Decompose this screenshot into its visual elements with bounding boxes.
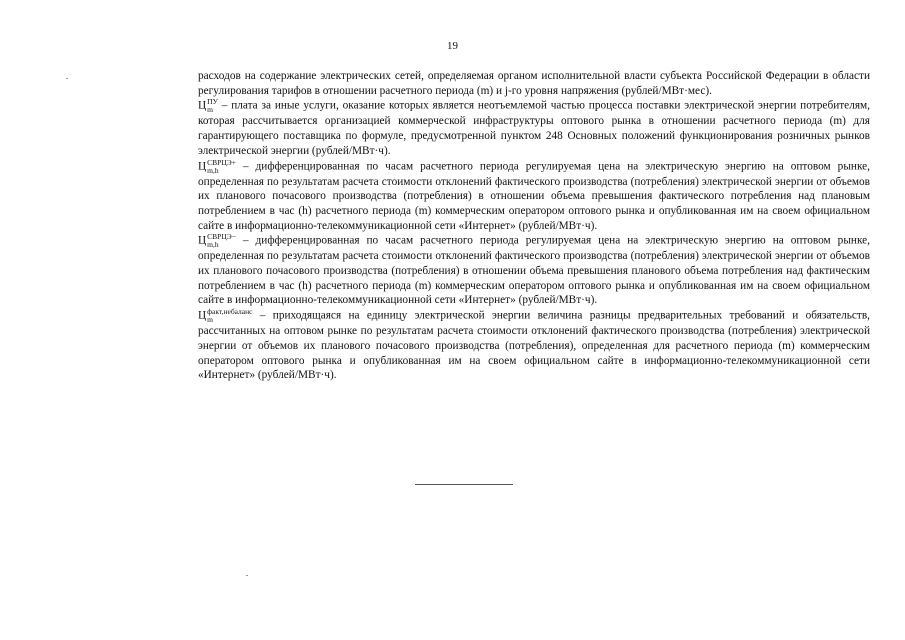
page-number: 19 [447, 40, 458, 52]
symbol-superscript: ПУ [207, 97, 218, 107]
formula-symbol-pu: Ц ПУ m [198, 97, 218, 115]
paragraph-text: расходов на содержание электрических сетей, определяемая органом исполнительной власти субъекта Российской Федерации в области регулирования тарифов в отношении расчетного периода (m) и j-го уровня напряжения (рублей/МВт·мес). [198, 70, 870, 97]
paragraph-text: – дифференцированная по часам расчетного периода регулируемая цена на электрическую энергию на оптовом рынке, определенная по результатам расчета стоимости отклонений фактического производства (потребления) электрической энергии от объемов их планового почасового производства (потребления) в отношении объема превышения планового объема потребления над фактическим потреблением в час (h) расчетного периода (m) коммерческим оператором оптового рынка и опубликованная им на своем официальном сайте в информационно-телекоммуникационной сети «Интернет» (рублей/МВт·ч). [198, 234, 870, 307]
paragraph-text: – плата за иные услуги, оказание которых является неотъемлемой частью процесса поставки электрической энергии потребителям, которая рассчитывается организацией коммерческой инфраструктуры оптового рынка в отношении расчетного периода (m) для гарантирующего поставщика по формуле, предусмотренной пунктом 248 Основных положений функционирования розничных рынков электрической энергии (рублей/МВт·ч). [198, 100, 870, 157]
paragraph-svrcz-minus [198, 233, 870, 308]
formula-symbol-fakt-nebalans: Ц факт,небаланс m [198, 307, 253, 325]
end-separator-line [415, 484, 513, 485]
document-body [198, 69, 870, 383]
paragraph-text: – дифференцированная по часам расчетного периода регулируемая цена на электрическую энергию на оптовом рынке, определенная по результатам расчета стоимости отклонений фактического производства (потребления) электрической энергии от объемов их планового почасового производства (потребления) в отношении объема превышения фактического потребления над плановым потреблением в час (h) расчетного периода (m) коммерческим оператором оптового рынка и опубликованная им на своем официальном сайте в информационно-телекоммуникационной сети «Интернет» (рублей/МВт·ч). [198, 160, 870, 232]
formula-symbol-svrcz-plus: Ц СВРЦЭ+ m,h [198, 157, 236, 175]
symbol-subscript: m,h [207, 240, 219, 250]
symbol-subscript: m,h [207, 165, 219, 175]
scan-speck [66, 78, 68, 79]
formula-symbol-svrcz-minus: Ц СВРЦЭ− m,h [198, 232, 236, 250]
symbol-subscript: m [207, 105, 214, 115]
symbol-superscript: факт,небаланс [207, 307, 253, 317]
symbol-superscript: СВРЦЭ− [207, 232, 236, 242]
paragraph-pu [198, 98, 870, 158]
scan-speck [246, 575, 248, 576]
symbol-subscript: m [207, 315, 214, 325]
paragraph-fakt-nebalans [198, 308, 870, 383]
paragraph-continuation [198, 69, 870, 98]
paragraph-text: – приходящаяся на единицу электрической энергии величина разницы предварительных требований и обязательств, рассчитанных на оптовом рынке по результатам расчета стоимости отклонений фактического производства (потребления) электрической энергии от объемов их планового почасового производства (потребления), определенная для расчетного периода (m) коммерческим оператором оптового рынка и опубликованная им на своем официальном сайте в информационно-телекоммуникационной сети «Интернет» (рублей/МВт·ч). [198, 309, 870, 382]
symbol-superscript: СВРЦЭ+ [207, 157, 236, 167]
paragraph-svrcz-plus [198, 159, 870, 234]
